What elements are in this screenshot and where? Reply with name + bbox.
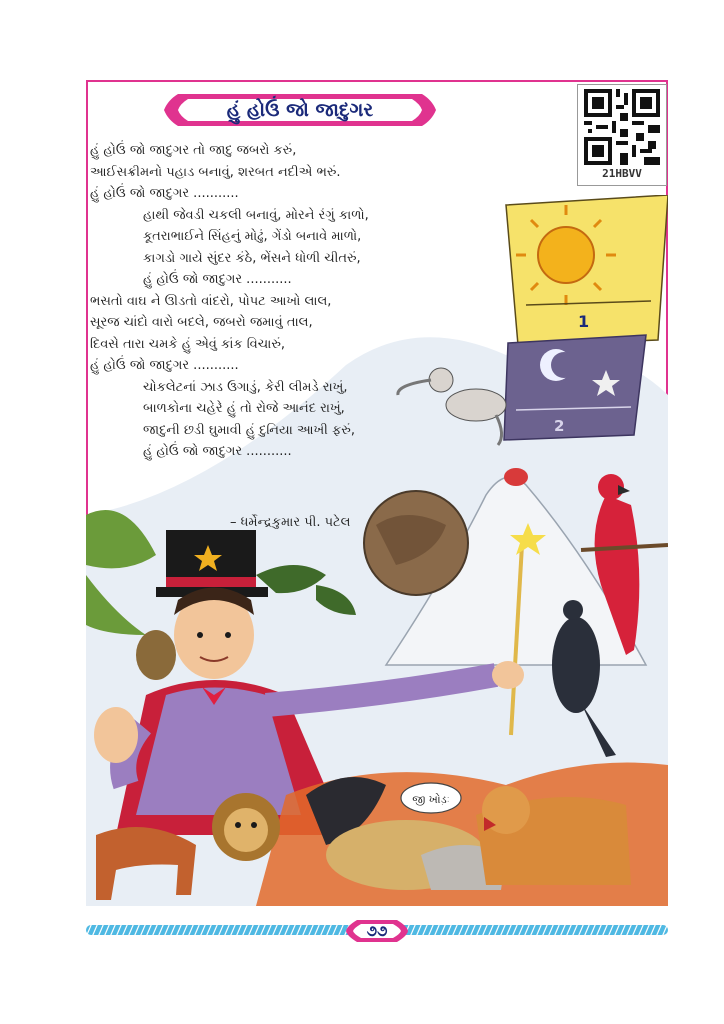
stanza-4 (90, 377, 390, 463)
mango (136, 630, 176, 680)
poem-line: હું હોઉં જો જાદુગર ........... (90, 186, 239, 201)
poem-line: હું હોઉં જો જાદુગર ........... (90, 358, 239, 373)
poem-author: – ધર્મેન્દ્રકુમાર પી. પટેલ (230, 515, 351, 530)
poem-line: સૂરજ ચાંદો વારો બદલે, જબરો જમાવું તાલ, (90, 315, 313, 330)
poem-line: કૂતરાભાઈને સિંહનું મોઢું, ગેંડો બનાવે માળો, (143, 229, 362, 244)
stanza-1 (90, 140, 390, 205)
barking-tiger (476, 786, 631, 885)
page-number (345, 918, 409, 944)
qr-code-box[interactable] (577, 84, 667, 186)
title-banner (160, 88, 440, 132)
poem-line: હાથી જેવડી ચકલી બનાવું, મોરને રંગું કાળો, (143, 207, 369, 223)
stanza-2 (90, 205, 390, 291)
poem-line: જાદુની છડી ઘુમાવી હું દુનિયા આખી ફરું, (143, 422, 355, 438)
cherry (504, 468, 528, 486)
qr-code-icon (584, 89, 660, 165)
poem-body (90, 140, 390, 463)
poem-line: હું હોઉં જો જાદુગર ........... (143, 444, 292, 459)
poem-line: ભસતો વાઘ ને ઊડતો વાંદરો, પોપટ આખો લાલ, (90, 293, 332, 309)
poem-line: ચોકલેટનાં ઝાડ ઉગાડું, કેરી લીમડે રાખું, (143, 379, 348, 395)
moon-flag (504, 335, 646, 440)
poem-title: હું હોઉં જો જાદુગર (226, 99, 374, 121)
poem-line: આઈસક્રીમનો પહાડ બનાવું, શરબત નદીએ ભરું. (90, 164, 341, 180)
lion (212, 793, 280, 861)
sun-flag (506, 195, 668, 345)
flag-number-1: 1 (578, 312, 590, 331)
speech-bubble-text: જી ખોડ઼ઃ (412, 793, 450, 806)
flag-number-2: 2 (554, 417, 565, 435)
page-number-text: ૭૭ (366, 922, 388, 940)
stanza-3 (90, 291, 390, 377)
poem-line: હું હોઉં જો જાદુગર ........... (143, 272, 292, 287)
poem-line: બાળકોના ચહેરે હું તો રોજે આનંદ રાખું, (143, 401, 345, 416)
poem-line: હું હોઉં જો જાદુગર તો જાદુ જબરો કરું, (90, 143, 297, 158)
poem-line: દિવસે તારા ચમકે હું એવું કાંક વિચારું, (90, 336, 285, 352)
qr-caption: 21HBVV (602, 167, 642, 180)
poem-line: કાગડો ગાયે સુંદર કંઠે, ભેંસને ધોળી ચીતરું, (143, 250, 361, 266)
